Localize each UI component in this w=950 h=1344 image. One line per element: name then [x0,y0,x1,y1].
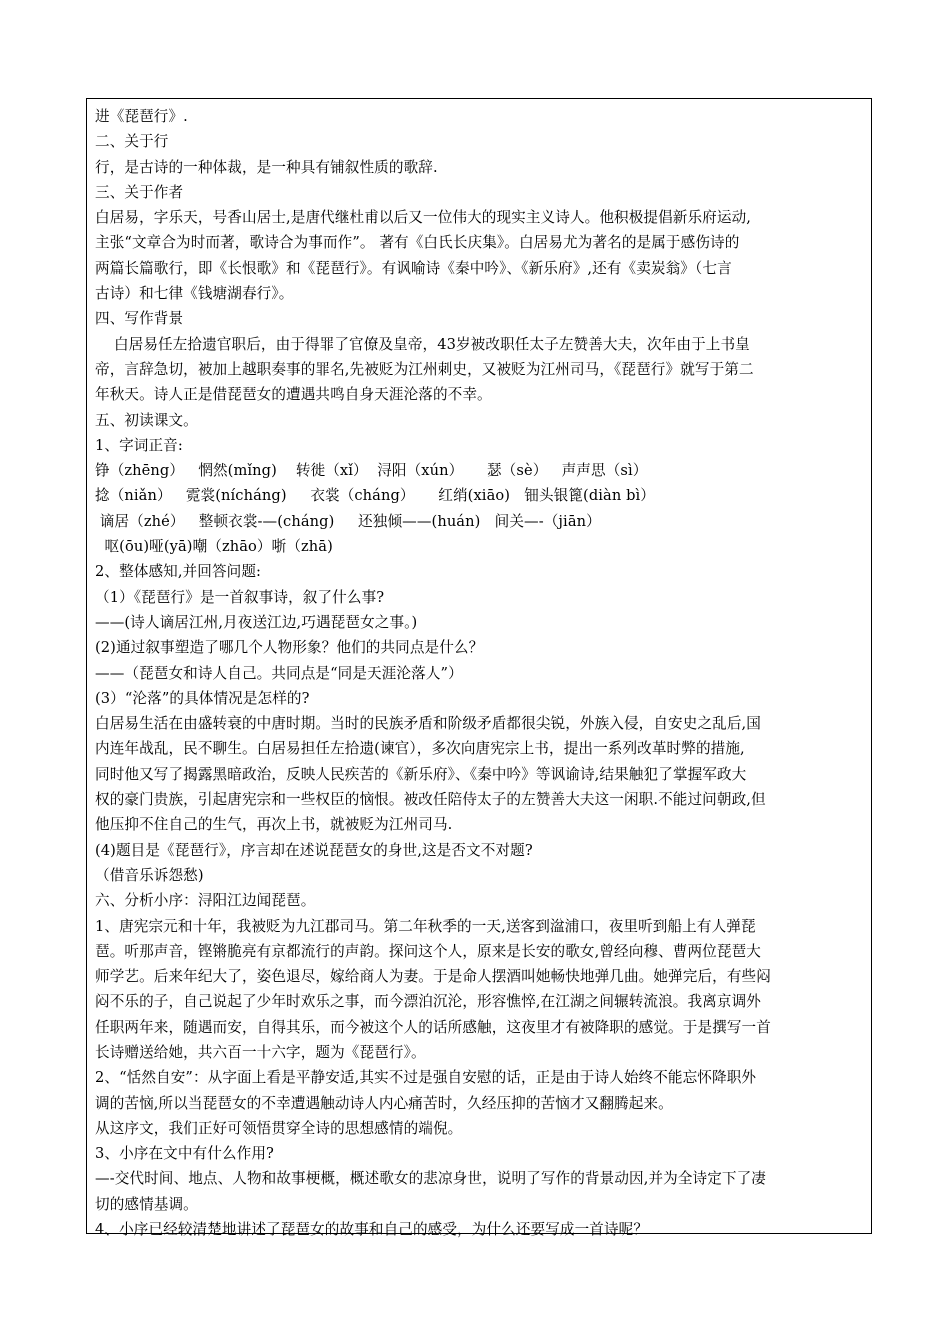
text-line: 六、分析小序：浔阳江边闻琵琶。 [95,892,316,910]
text-line: 进《琵琶行》. [95,108,188,125]
text-line: 2、整体感知,并回答问题: [95,563,262,581]
text-line: （1）《琵琶行》是一首叙事诗，叙了什么事? [95,588,385,606]
text-line: (3）“沦落”的具体情况是怎样的? [95,689,310,707]
text-line: 白居易，字乐天，号香山居士,是唐代继杜甫以后又一位伟大的现实主义诗人。他积极提倡新乐府运动, [95,209,752,227]
text-line: 行，是古诗的一种体裁，是一种具有铺叙性质的歌辞. [95,158,438,176]
text-line: 铮（zhēng） 惘然(mǐng) 转徙（xǐ） 浔阳（xún） 瑟（sè） 声声思（sì） [95,462,648,480]
text-line: 琶。听那声音，铿锵脆亮有京都流行的声韵。探问这个人，原来是长安的歌女,曾经向穆、曹两位琵琶大 [95,942,761,960]
text-line: 同时他又写了揭露黑暗政治，反映人民疾苦的《新乐府》、《秦中吟》等讽谕诗,结果触犯了掌握军政大 [95,765,747,783]
text-line: 他压抑不住自己的生气，再次上书，就被贬为江州司马. [95,816,453,834]
text-line: 师学艺。后来年纪大了，姿色退尽，嫁给商人为妻。于是命人摆酒叫她畅快地弹几曲。她弹完后，有些闷 [95,968,771,986]
text-line: 呕(ōu)哑(yā)嘲（zhāo）哳（zhā) [95,538,333,556]
text-line: 帝，言辞急切，被加上越职奏事的罪名,先被贬为江州刺史，又被贬为江州司马，《琵琶行》就写于第二 [95,360,754,378]
text-line: 切的感情基调。 [95,1195,198,1213]
text-line: 闷不乐的子，自己说起了少年时欢乐之事，而今漂泊沉沦，形容憔悴,在江湖之间辗转流浪。我离京调外 [95,993,761,1011]
text-line: 主张“文章合为时而著，歌诗合为事而作”。 著有《白氏长庆集》。白居易尤为著名的是属于感伤诗的 [95,234,740,252]
text-line: 白居易生活在由盛转衰的中唐时期。当时的民族矛盾和阶级矛盾都很尖锐，外族入侵，自安史之乱后,国 [95,715,761,733]
text-line: 1、唐宪宗元和十年，我被贬为九江郡司马。第二年秋季的一天,送客到湓浦口，夜里听到船上有人弹琵 [95,917,756,935]
text-line: 调的苦恼,所以当琵琶女的不幸遭遇触动诗人内心痛苦时，久经压抑的苦恼才又翻腾起来。 [95,1094,673,1112]
text-line: 年秋天。诗人正是借琵琶女的遭遇共鸣自身天涯沦落的不幸。 [95,386,492,404]
text-line: (4)题目是《琵琶行》，序言却在述说琵琶女的身世,这是否文不对题? [95,841,533,859]
text-line: 二、关于行 [95,133,169,151]
text-line: (2)通过叙事塑造了哪几个人物形象？他们的共同点是什么？ [95,639,484,657]
text-line: 从这序文，我们正好可领悟贯穿全诗的思想感情的端倪。 [95,1119,463,1137]
text-line: （借音乐诉怨愁) [95,866,204,884]
text-line: 白居易任左拾遗官职后，由于得罪了官僚及皇帝，43岁被改职任太子左赞善大夫，次年由于上书皇 [95,335,750,353]
text-line: 4、小序已经较清楚地讲述了琵琶女的故事和自己的感受，为什么还要写成一首诗呢？ [95,1221,649,1239]
text-line: ——(诗人谪居江州,月夜送江边,巧遇琵琶女之事。) [95,613,418,631]
text-line: 长诗赠送给她，共六百一十六字，题为《琵琶行》。 [95,1043,426,1061]
text-line: 内连年战乱，民不聊生。白居易担任左拾遗(谏官），多次向唐宪宗上书，提出一系列改革时弊的措施, [95,740,745,758]
text-line: 四、写作背景 [95,310,184,328]
text-line: ——（琵琶女和诗人自己。共同点是“同是天涯沦落人”） [95,664,463,682]
text-line: 2、“恬然自安”：从字面上看是平静安适,其实不过是强自安慰的话，正是由于诗人始终不能忘怀降职外 [95,1069,757,1087]
text-line: 古诗）和七律《钱塘湖春行》。 [95,285,294,303]
text-line: 3、小序在文中有什么作用? [95,1145,274,1163]
text-line: 三、关于作者 [95,183,184,201]
text-line: 任职两年来，随遇而安，自得其乐，而今被这个人的话所感触，这夜里才有被降职的感觉。于是撰写一首 [95,1018,771,1036]
text-line: 谪居（zhé） 整顿衣裳-—(cháng) 还独倾——(huán) 间关—-（jiān） [95,512,601,530]
text-line: 两篇长篇歌行，即《长恨歌》和《琵琶行》。有讽喻诗《秦中吟》、《新乐府》,还有《卖炭翁》（七言 [95,259,732,277]
text-line: 1、字词正音: [95,436,183,454]
text-line: 权的豪门贵族，引起唐宪宗和一些权臣的恼恨。被改任陪侍太子的左赞善大夫这一闲职.不能过问朝政,但 [95,791,766,809]
text-line: —-交代时间、地点、人物和故事梗概，概述歌女的悲凉身世，说明了写作的背景动因,并为全诗定下了凄 [95,1170,766,1188]
text-line: 捻（niǎn） 霓裳(nícháng) 衣裳（cháng） 红绡(xiāo) 钿头银篦(diàn bì） [95,487,655,505]
text-line: 五、初读课文。 [95,411,198,429]
document-text [95,104,867,1242]
